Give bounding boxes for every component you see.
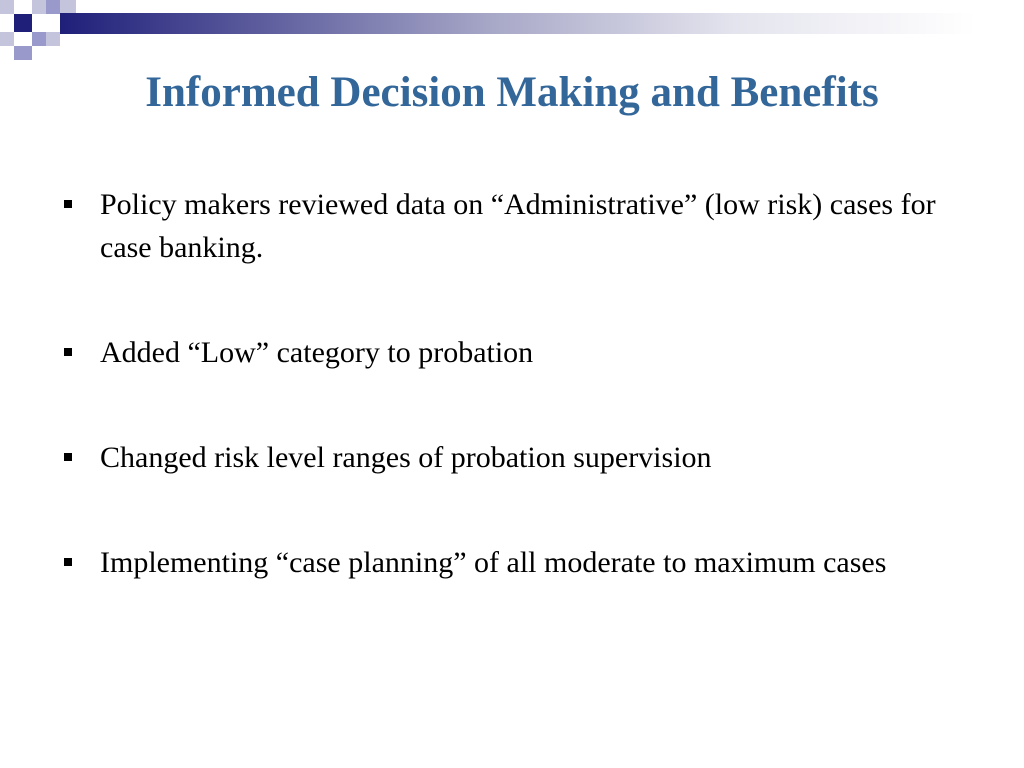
deco-square-light — [0, 0, 14, 14]
deco-square-mid — [14, 46, 32, 60]
header-gradient-bar — [60, 13, 1024, 34]
bullet-list — [60, 183, 960, 584]
deco-square-mid — [46, 0, 60, 14]
deco-square-light — [0, 32, 14, 46]
deco-square-light — [46, 32, 60, 46]
deco-square-light — [32, 0, 46, 14]
bullet-item — [60, 436, 960, 479]
deco-square-dark — [14, 14, 32, 32]
square-bullet-icon — [64, 453, 72, 461]
bullet-item — [60, 331, 960, 374]
deco-square-light — [60, 0, 76, 14]
bullet-text: Added “Low” category to probation — [100, 336, 534, 369]
square-bullet-icon — [64, 558, 72, 566]
bullet-item — [60, 541, 960, 584]
bullet-item — [60, 183, 960, 269]
square-bullet-icon — [64, 200, 72, 208]
bullet-text: Implementing “case planning” of all moderate to maximum cases — [100, 546, 887, 579]
slide-title: Informed Decision Making and Benefits — [145, 69, 879, 116]
bullet-text: Policy makers reviewed data on “Administrative” (low risk) cases for case banking. — [100, 188, 936, 264]
square-bullet-icon — [64, 348, 72, 356]
bullet-text: Changed risk level ranges of probation supervision — [100, 441, 712, 474]
deco-square-mid — [32, 32, 46, 46]
